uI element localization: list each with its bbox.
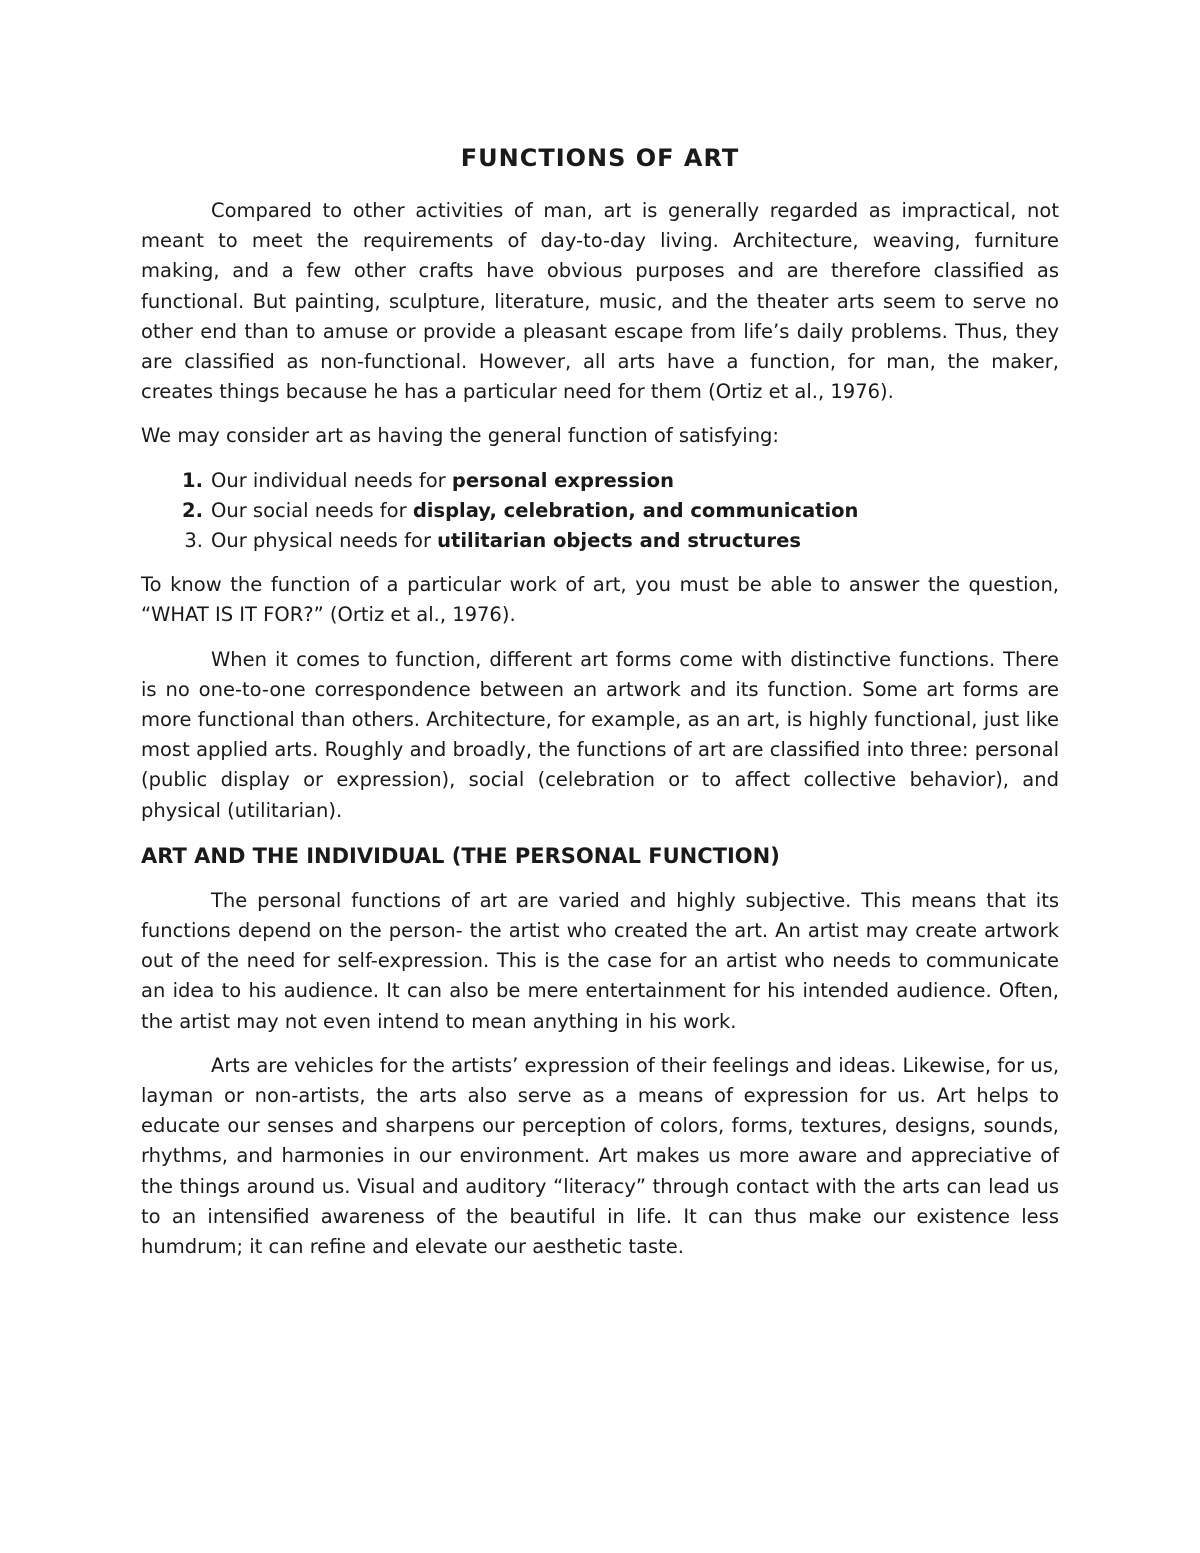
document-page — [141, 140, 1059, 1276]
list-number: 2. — [182, 498, 203, 522]
list-text-plain: Our physical needs for — [211, 529, 438, 553]
list-item — [141, 496, 1059, 526]
list-text — [211, 466, 674, 496]
list-text-plain: Our social needs for — [211, 498, 413, 522]
list-item — [141, 466, 1059, 496]
paragraph-distinctive-functions: When it comes to function, different art forms come with distinctive functions. There is no one-to-one correspondence between an artwork and its function. Some art forms are more functional than others. Architecture, for example, as an art, is highly functional, just like most applied arts. Roughly and broadly, the functions of art are classified into three: personal (public display or expression), social (celebration or to affect collective behavior), and physical (utilitarian). — [141, 647, 1059, 822]
list-text — [211, 496, 858, 526]
paragraph-general-function: We may consider art as having the general function of satisfying: — [141, 424, 779, 448]
paragraph-intro: Compared to other activities of man, art is generally regarded as impractical, not meant to meet the requirements of day-to-day living. Architecture, weaving, furniture making, and a few other crafts have obvious purposes and are therefore classified as functional. But painting, sculpture, literature, music, and the theater arts seem to serve no other end than to amuse or provide a pleasant escape from life’s daily problems. Thus, they are classified as non-functional. However, all arts have a function, for man, the maker, creates things because he has a particular need for them (Ortiz et al., 1976). — [141, 199, 1059, 404]
list-text-bold: display, celebration, and communication — [412, 498, 859, 522]
list-text-bold: personal expression — [451, 468, 674, 492]
paragraph-what-is-it-for: To know the function of a particular work of art, you must be able to answer the question, “WHAT IS IT FOR?” (Ortiz et al., 1976). — [141, 573, 1059, 627]
list-number: 1. — [182, 468, 203, 492]
list-text-plain: Our individual needs for — [211, 468, 452, 492]
list-text-bold: utilitarian objects and structures — [437, 529, 802, 553]
paragraph-personal-functions: The personal functions of art are varied and highly subjective. This means that its functions depend on the person- the artist who created the art. An artist may create artwork out of the need for self-expression. This is the case for an artist who needs to communicate an idea to his audience. It can also be mere entertainment for his intended audience. Often, the artist may not even intend to mean anything in his work. — [141, 888, 1059, 1033]
document-title: FUNCTIONS OF ART — [460, 144, 740, 172]
list-item — [141, 526, 1059, 556]
functions-list — [141, 466, 1059, 557]
list-number: 3. — [184, 529, 203, 553]
list-text — [211, 526, 801, 556]
section-heading-personal-function: ART AND THE INDIVIDUAL (THE PERSONAL FUNCTION) — [141, 843, 780, 868]
paragraph-arts-as-vehicles: Arts are vehicles for the artists’ expression of their feelings and ideas. Likewise, for us, layman or non-artists, the arts also serve as a means of expression for us. Art helps to educate our senses and sharpens our perception of colors, forms, textures, designs, sounds, rhythms, and harmonies in our environment. Art makes us more aware and appreciative of the things around us. Visual and auditory “literacy” through contact with the arts can lead us to an intensified awareness of the beautiful in life. It can thus make our existence less humdrum; it can refine and elevate our aesthetic taste. — [141, 1053, 1060, 1259]
